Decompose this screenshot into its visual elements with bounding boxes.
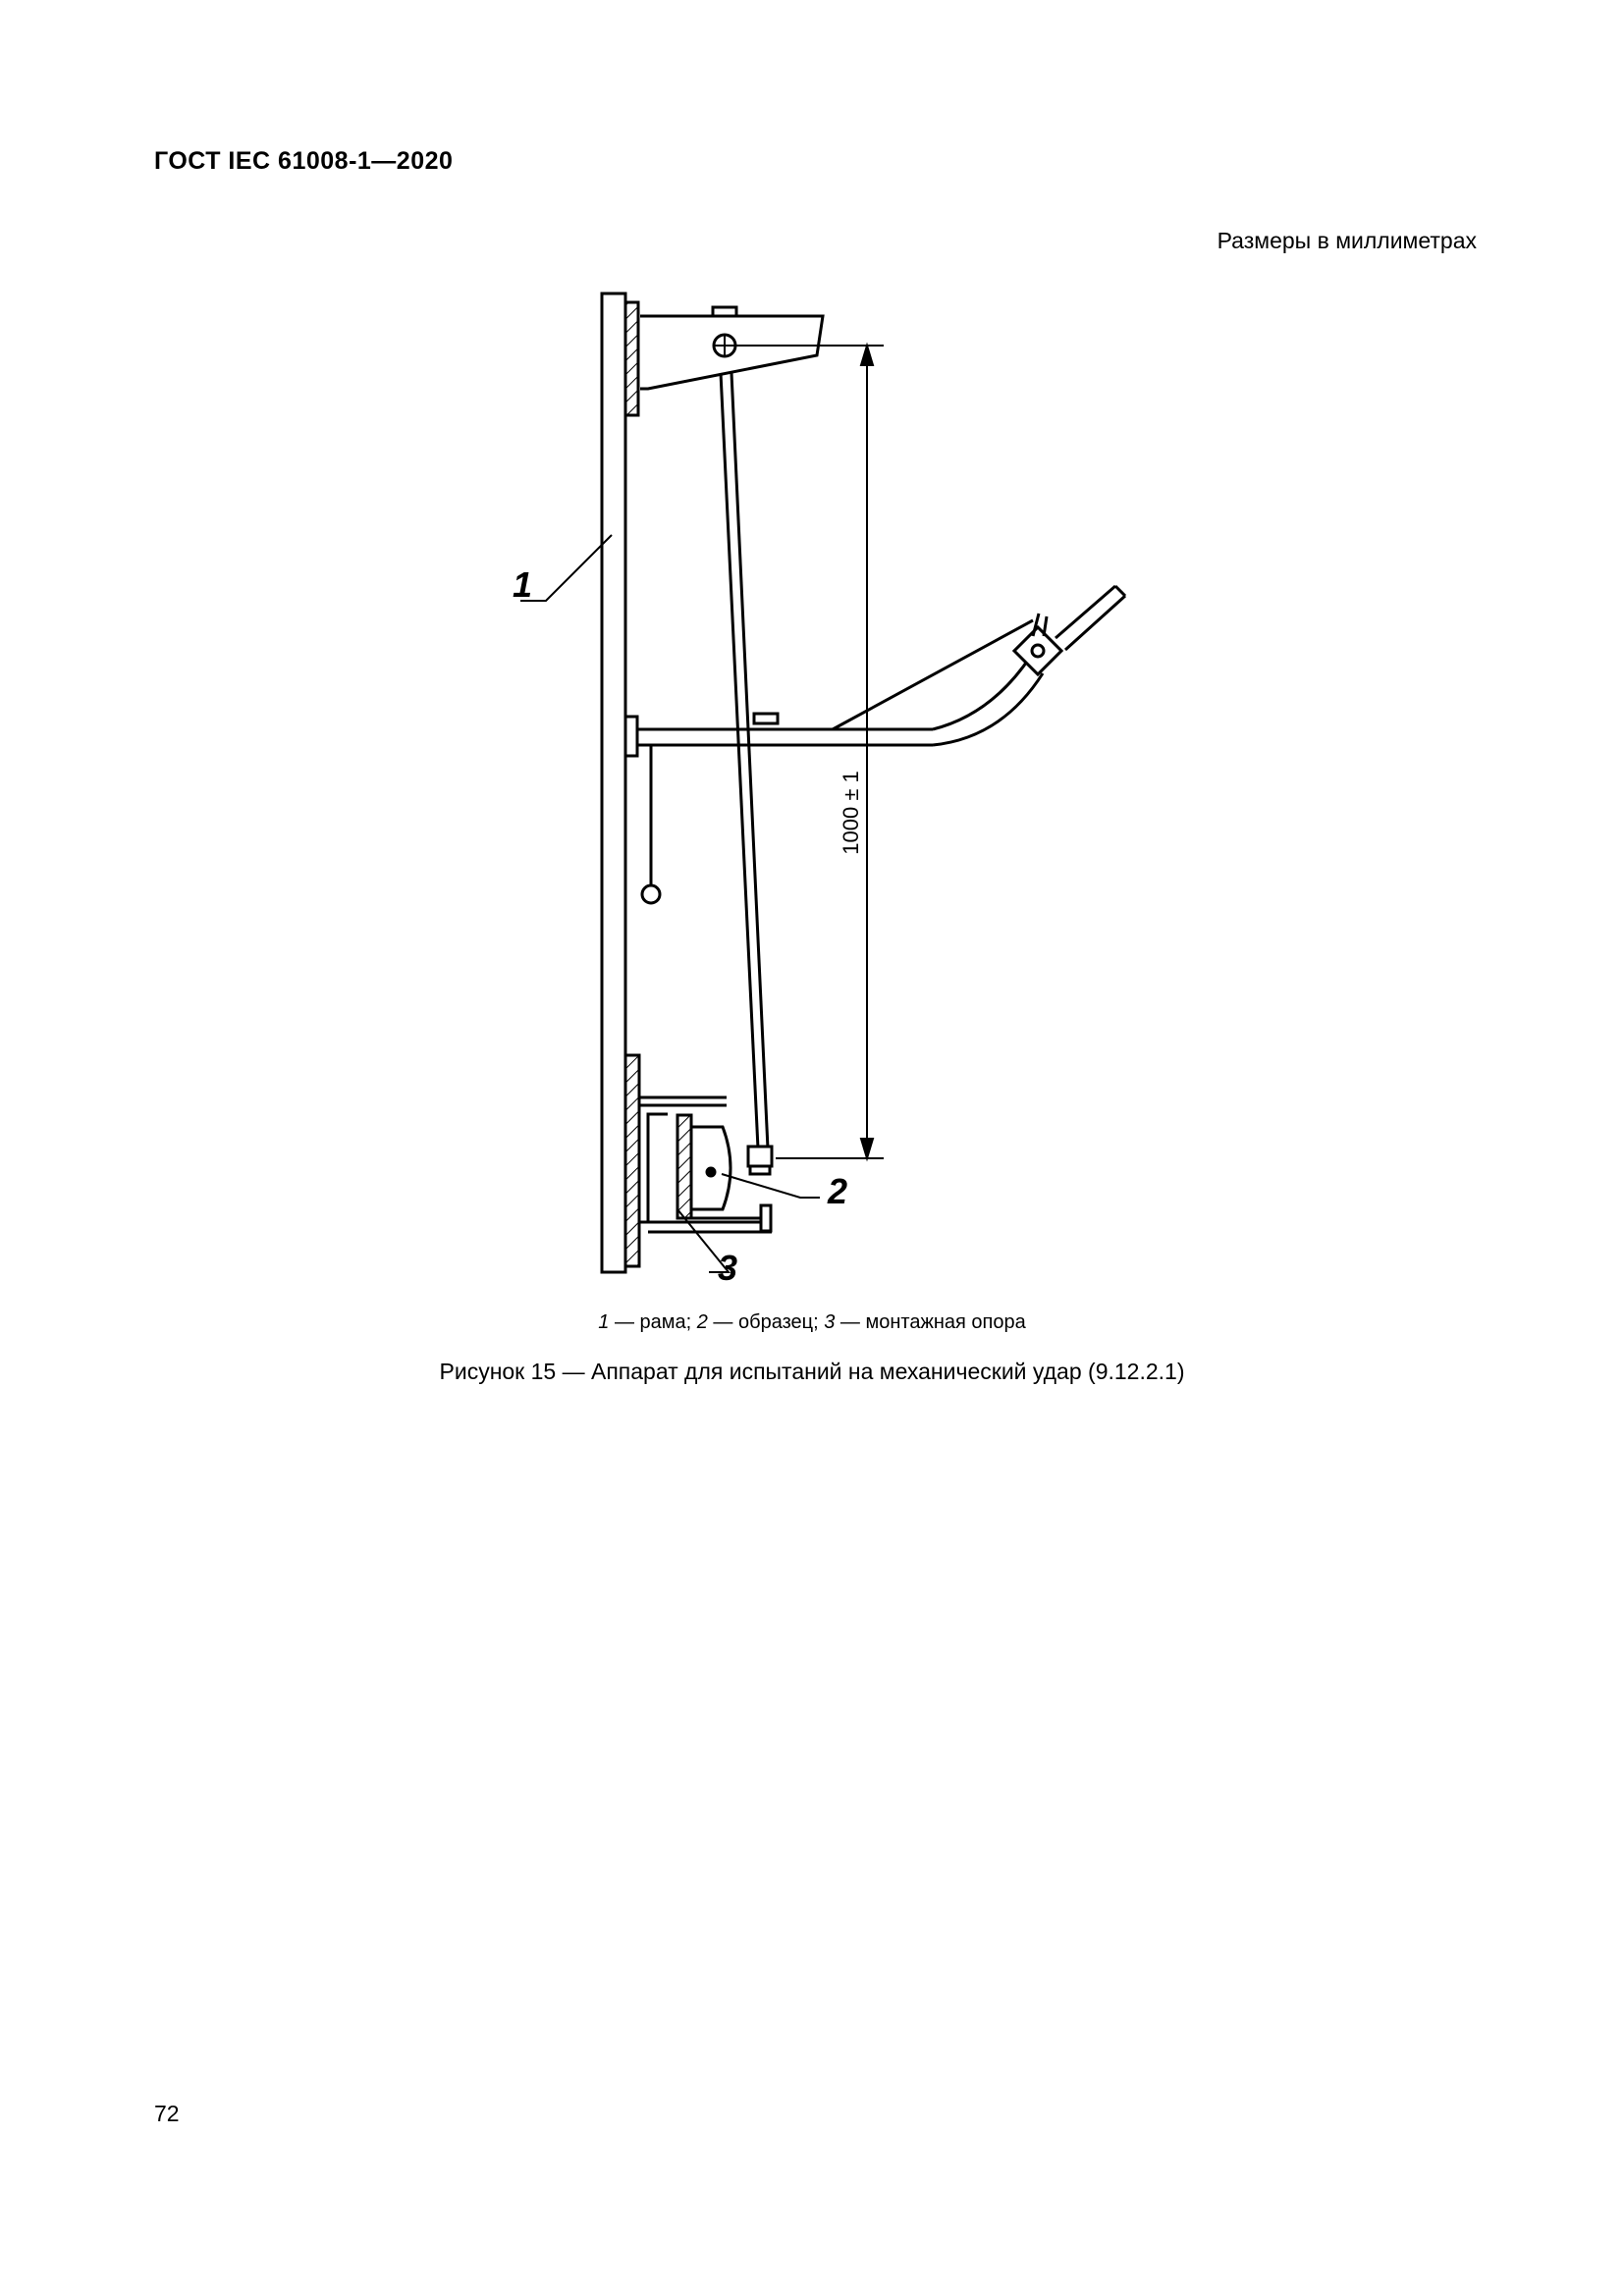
dimension-line	[736, 346, 884, 1158]
callout-leaders	[520, 535, 820, 1272]
legend-entry: 1 — рама;	[598, 1311, 697, 1333]
pendulum-rod	[721, 373, 768, 1148]
hanging-weight	[642, 745, 660, 903]
release-arm	[625, 586, 1125, 756]
figure-caption: Рисунок 15 — Аппарат для испытаний на механический удар (9.12.2.1)	[439, 1359, 1185, 1384]
page-number: 72	[154, 2101, 180, 2126]
legend-entry: 2 — образец;	[696, 1311, 825, 1333]
specimen	[691, 1127, 772, 1209]
legend-entry: 3 — монтажная опора	[824, 1311, 1026, 1333]
callout-mounting-support: 3	[718, 1248, 738, 1288]
units-note: Размеры в миллиметрах	[1217, 228, 1477, 253]
dimension-label: 1000 ± 1	[839, 771, 863, 855]
callout-frame: 1	[513, 564, 533, 605]
standard-header: ГОСТ IEC 61008-1—2020	[154, 147, 454, 175]
figure-legend	[0, 1311, 1624, 1334]
callout-specimen: 2	[828, 1171, 848, 1211]
